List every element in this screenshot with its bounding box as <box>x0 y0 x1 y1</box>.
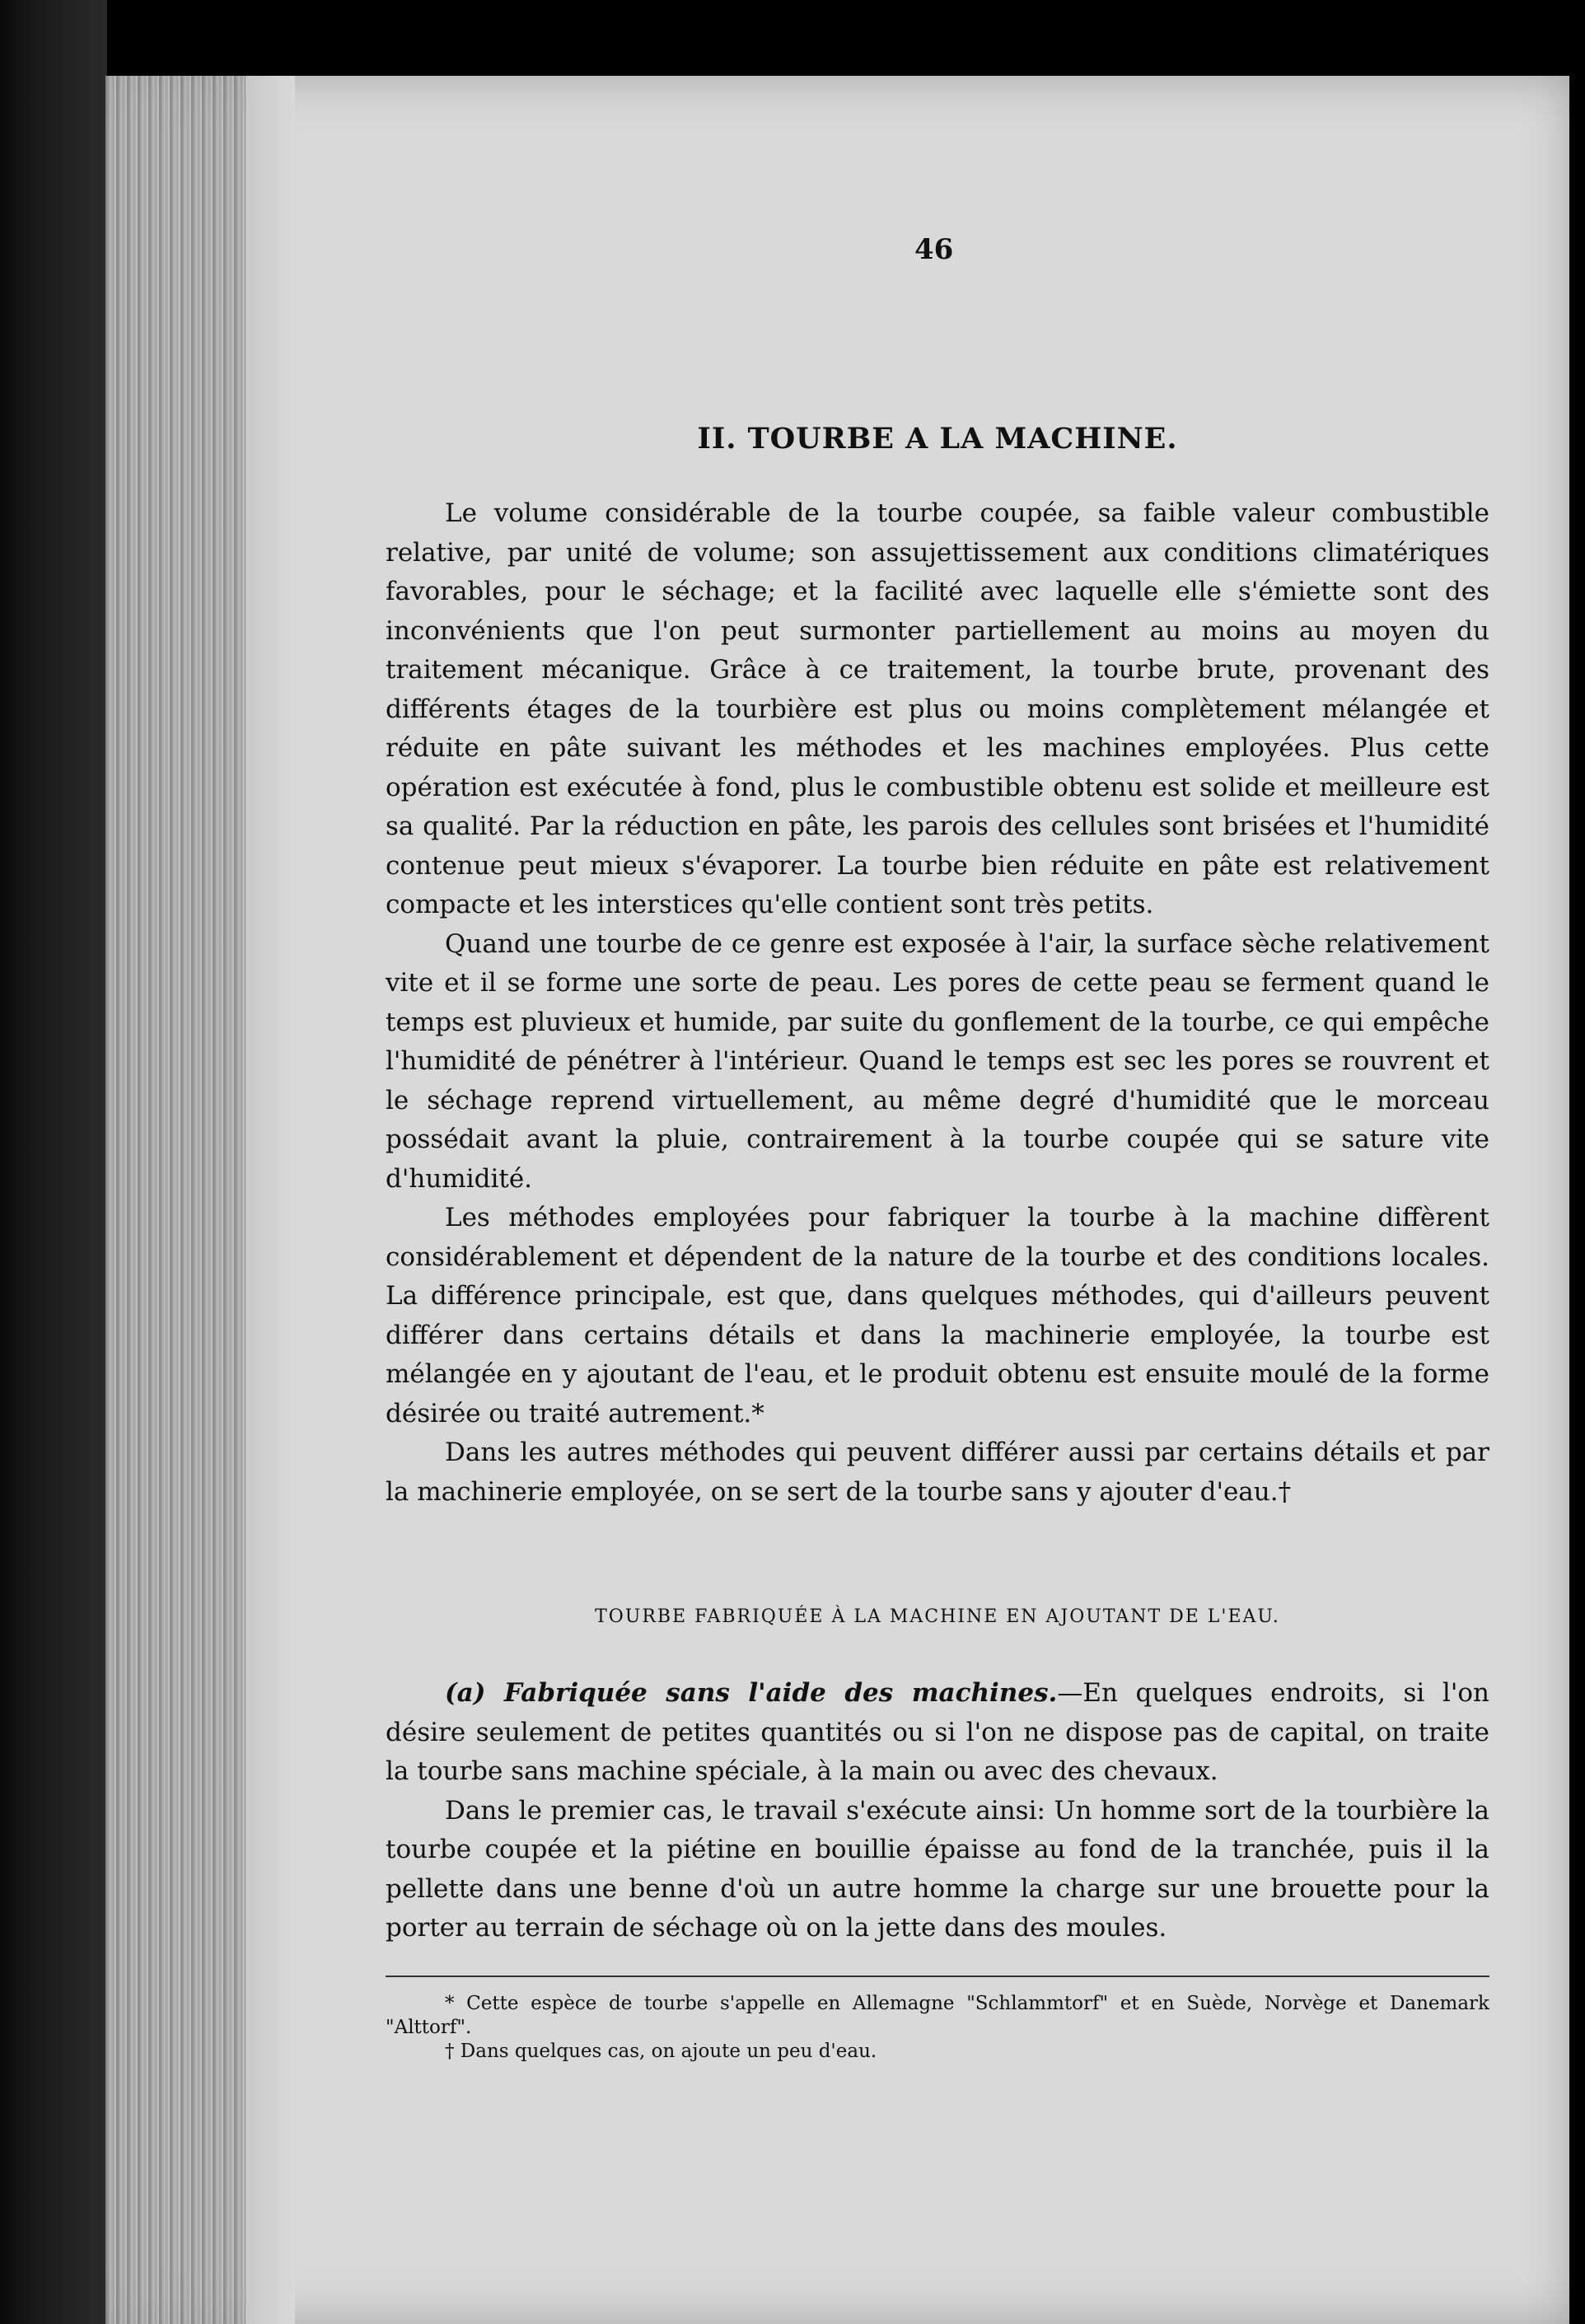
footnote-divider <box>386 1976 1489 1977</box>
footnote: † Dans quelques cas, on ajoute un peu d'eau. <box>445 2041 877 2062</box>
subsection-body <box>386 1674 1489 1948</box>
footnotes <box>386 1992 1489 2064</box>
scan-border-left <box>0 0 107 2324</box>
scan-border-top <box>0 0 1585 78</box>
scan-border-right <box>1569 66 1585 2324</box>
subsection-lead-text: —En quelques endroits, si l'on désire seulement de petites quantités ou si l'on ne dispose pas de capital, on traite la tourbe sans machine spéciale, à la main ou avec des chevaux. <box>386 1678 1489 1786</box>
paragraph: Le volume considérable de la tourbe coupée, sa faible valeur combustible relative, par unité de volume; son assujettissement aux conditions climatériques favorables, pour le séchage; et la facilité avec laquelle elle s'émiette sont des inconvénients que l'on peut surmonter partiellement au moins au moyen du traitement mécanique. Grâce à ce traitement, la tourbe brute, provenant des différents étages de la tourbière est plus ou moins complètement mélangée et réduite en pâte suivant les méthodes et les machines employées. Plus cette opération est exécutée à fond, plus le combustible obtenu est solide et meilleure est sa qualité. Par la réduction en pâte, les parois des cellules sont brisées et l'humidité contenue peut mieux s'évaporer. La tourbe bien réduite en pâte est relativement compacte et les interstices qu'elle contient sont très petits. <box>386 498 1489 919</box>
paragraph: Les méthodes employées pour fabriquer la tourbe à la machine diffèrent considérablement et dépendent de la nature de la tourbe et des conditions locales. La différence principale, est que, dans quelques méthodes, qui d'ailleurs peuvent différer dans certains détails et dans la machinerie employée, la tourbe est mélangée en y ajoutant de l'eau, et le produit obtenu est ensuite moulé de la forme désirée ou traité autrement.* <box>386 1203 1489 1429</box>
paragraph: Quand une tourbe de ce genre est exposée à l'air, la surface sèche relativement vite et il se forme une sorte de peau. Les pores de cette peau se ferment quand le temps est pluvieux et humide, par suite du gonflement de la tourbe, ce qui empêche l'humidité de pénétrer à l'intérieur. Quand le temps est sec les pores se rouvrent et le séchage reprend virtuellement, au même degré d'humidité que le morceau possédait avant la pluie, contrairement à la tourbe coupée qui se sature vite d'humidité. <box>386 928 1489 1194</box>
subsection-lead-label: (a) Fabriquée sans l'aide des machines. <box>445 1678 1058 1708</box>
page-number: 46 <box>914 233 954 266</box>
page-binding-shadow <box>245 76 295 2324</box>
subsection-paragraph: Dans le premier cas, le travail s'exécute ainsi: Un homme sort de la tourbière la tourbe coupée et la piétine en bouillie épaisse au fond de la tranchée, puis il la pellette dans une benne d'où un autre homme la charge sur une brouette pour la porter au terrain de séchage où on la jette dans des moules. <box>386 1795 1489 1943</box>
subsection-paragraph <box>386 1674 1489 1792</box>
footnote: * Cette espèce de tourbe s'appelle en Allemagne "Schlammtorf" et en Suède, Norvège et Danemark "Alttorf". <box>386 1993 1489 2038</box>
main-body <box>386 494 1489 1512</box>
section-title: II. TOURBE A LA MACHINE. <box>697 422 1178 456</box>
page-binding-edge <box>105 76 245 2324</box>
paragraph: Dans les autres méthodes qui peuvent différer aussi par certains détails et par la machinerie employée, on se sert de la tourbe sans y ajouter d'eau.† <box>386 1438 1489 1507</box>
subsection-heading: TOURBE FABRIQUÉE À LA MACHINE EN AJOUTANT DE L'EAU. <box>595 1606 1280 1627</box>
